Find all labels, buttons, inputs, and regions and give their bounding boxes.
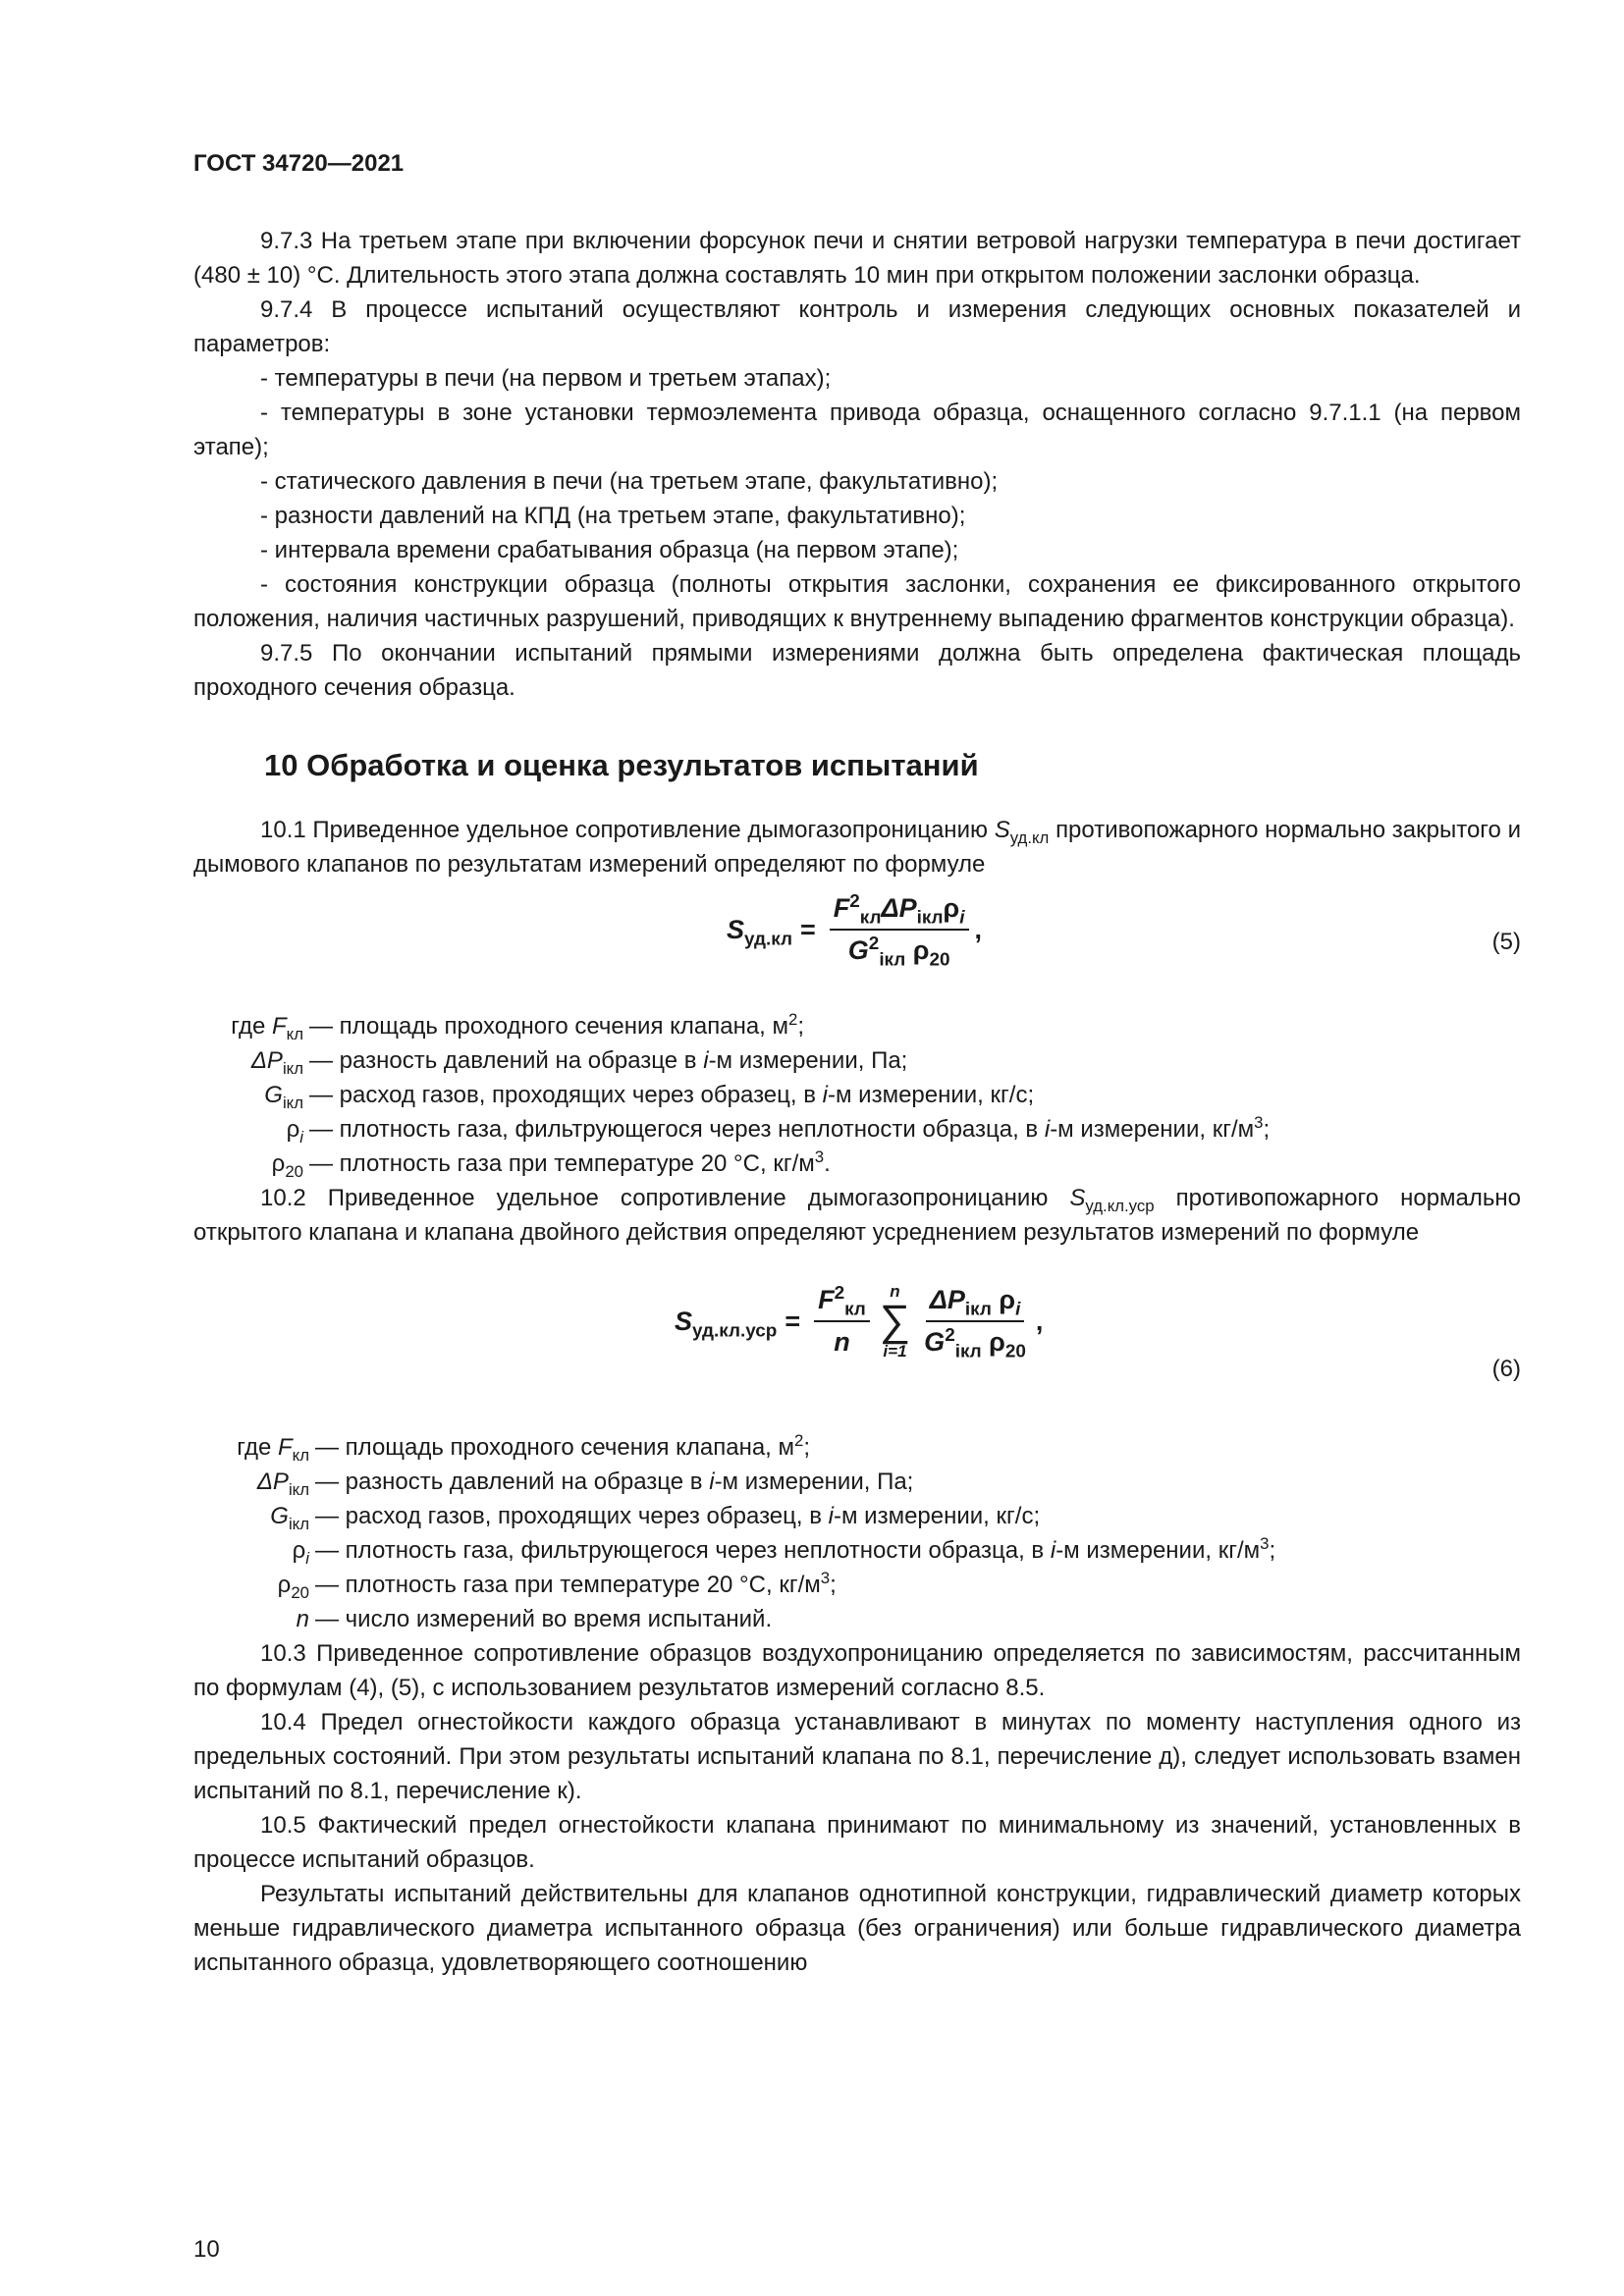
paragraph-9-7-4: 9.7.4 В процессе испытаний осуществляют контроль и измерения следующих основных показателей и параметров: [193,296,1521,357]
paragraph-results: Результаты испытаний действительны для клапанов однотипной конструкции, гидравлический диаметр которых меньше гидравлического диаметра испытанного образца (без ограничения) или больше гидравлического диаметра испытанного образца, удовлетворяющего соотношению [193,1881,1521,1976]
equation-number: (5) [1491,929,1521,955]
where-list-formula-6: где $F_{кл}$ — площадь проходного сечения клапана, $м^2$; $\Delta P_{iкл}$ — разность давлений на образце в i-м измерении, Па; $G_{iкл}$ — расход газов, проходящих через образец, в i-м измерении, кг/с; $\rho_i$ — плотность газа, фильтрующегося через неплотности образца, в i-м измерении, $кг/м^3$; $\rho_{20}$ — плотность газа при температуре 20 °С, $кг/м^3$; n — число измерений во время испытаний. [237,1431,1276,1632]
paragraph-9-7-3: 9.7.3 На третьем этапе при включении форсунок печи и снятии ветровой нагрузки температура в печи достигает (480 ± 10) °С. Длительность этого этапа должна составлять 10 мин при открытом положении заслонки образца. [193,228,1521,289]
list-item: - статического давления в печи (на третьем этапе, факультативно); [260,468,999,495]
paragraph-9-7-5: 9.7.5 По окончании испытаний прямыми измерениями должна быть определена фактическая площадь проходного сечения образца. [193,640,1521,701]
formula-6: $S_{уд.кл.уср}$ = $\frac{F^2_{кл}}{n}$ n ∑ i=1 $\frac{\Delta P_{iкл} \rho_i}{G^2_{iкл} \rho_{20}}$ , (6) [193,1265,1521,1426]
paragraph-10-2: 10.2 Приведенное удельное сопротивление дымогазопроницанию $S_{уд.кл.уср}$ противопожарного нормально открытого клапана и клапана двойного действия определяют усреднением результатов измерений по формуле [193,1185,1522,1246]
list-item: - интервала времени срабатывания образца (на первом этапе); [260,537,959,563]
paragraph-10-1: 10.1 Приведенное удельное сопротивление дымогазопроницанию $S_{уд.кл}$ противопожарного нормально закрытого и дымового клапанов по результатам измерений определяют по формуле [193,817,1521,878]
equation-number: (6) [1491,1356,1521,1382]
list-item: - разности давлений на КПД (на третьем этапе, факультативно); [260,503,966,529]
where-list-formula-5: где $F_{кл}$ — площадь проходного сечения клапана, $м^2$; $\Delta P_{iкл}$ — разность давлений на образце в i-м измерении, Па; $G_{iкл}$ — расход газов, проходящих через образец, в i-м измерении, кг/с; $\rho_i$ — плотность газа, фильтрующегося через неплотности образца, в i-м измерении, $кг/м^3$; $\rho_{20}$ — плотность газа при температуре 20 °С, $кг/м^3$. [231,1010,1271,1181]
document-header: ГОСТ 34720—2021 [193,150,405,177]
section-title: 10 Обработка и оценка результатов испытаний [264,748,979,782]
list-item: - температуры в печи (на первом и третьем этапах); [260,365,832,392]
paragraph-10-5: 10.5 Фактический предел огнестойкости клапана принимают по минимальному из значений, установленных в процессе испытаний образцов. [193,1812,1521,1873]
page-number: 10 [193,2236,220,2263]
list-item: - температуры в зоне установки термоэлемента привода образца, оснащенного согласно 9.7.1.1 (на первом этапе); [193,400,1521,460]
formula-5: $S_{уд.кл}$ = $\frac{F^2_{кл}\Delta P_{iкл}\rho_i}{G^2_{iкл} \rho_{20}}$ , (5) [727,891,1521,971]
paragraph-10-4: 10.4 Предел огнестойкости каждого образца устанавливают в минутах по моменту наступления одного из предельных состояний. При этом результаты испытаний клапана по 8.1, перечисление д), следует использовать взамен испытаний по 8.1, перечисление к). [193,1709,1521,1804]
paragraph-10-3: 10.3 Приведенное сопротивление образцов воздухопроницанию определяется по зависимостям, рассчитанным по формулам (4), (5), с использованием результатов измерений согласно 8.5. [193,1640,1521,1701]
page-body [193,224,1521,1980]
list-item: - состояния конструкции образца (полноты открытия заслонки, сохранения ее фиксированного открытого положения, наличия частичных разрушений, приводящих к внутреннему выпадению фрагментов конструкции образца). [193,571,1521,632]
